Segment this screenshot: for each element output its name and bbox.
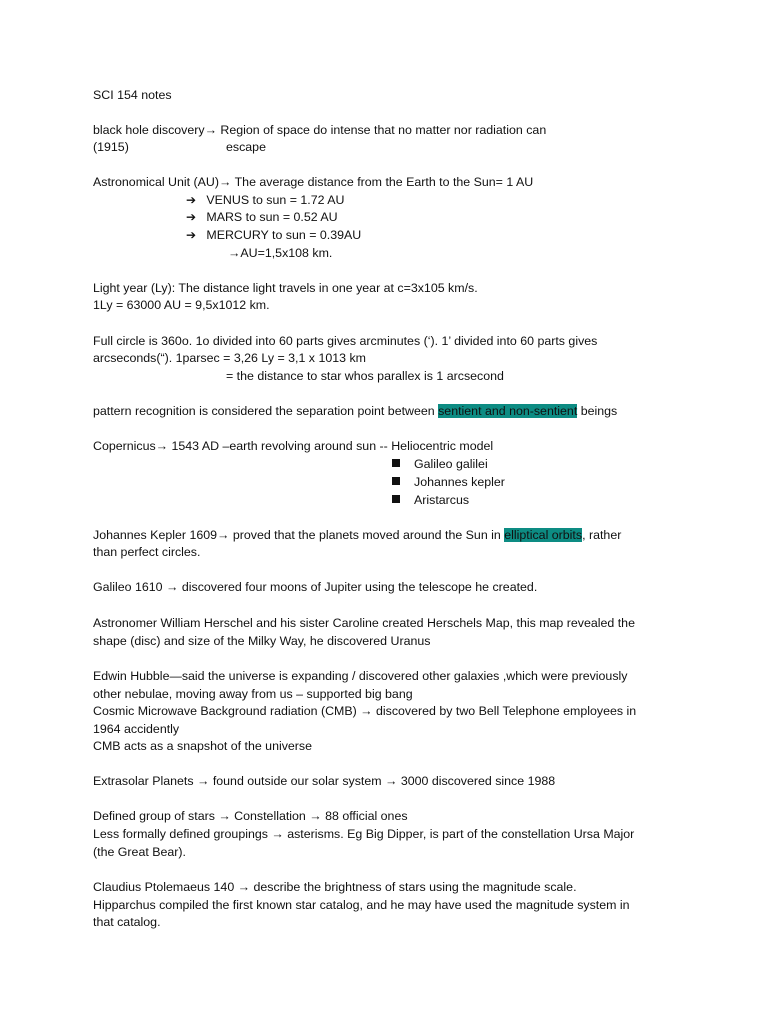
hubble-line-2: other nebulae, moving away from us – supported big bang [93, 687, 413, 701]
arrow-icon: ➔ [186, 210, 197, 224]
circle-line-3: = the distance to star whos parallex is 1 arcsecond [226, 369, 504, 383]
cmb-line-3: CMB acts as a snapshot of the universe [93, 739, 313, 753]
arrow-icon: ➔ [186, 228, 197, 242]
square-bullet-icon [392, 495, 400, 503]
kepler-line-2: than perfect circles. [93, 545, 201, 559]
square-bullet-icon [392, 477, 400, 485]
galileo-line: Galileo 1610 → discovered four moons of Jupiter using the telescope he created. [93, 580, 538, 594]
page-title: SCI 154 notes [93, 88, 172, 102]
bullet-item: Aristarcus [392, 492, 469, 509]
lightyear-definition: Light year (Ly): The distance light travels in one year at c=3x105 km/s. [93, 281, 478, 295]
circle-line-2: arcseconds(“). 1parsec = 3,26 Ly = 3,1 x 1013 km [93, 351, 366, 365]
highlight: elliptical orbits [504, 528, 583, 542]
blackhole-line: black hole discovery→ Region of space do intense that no matter nor radiation can [93, 123, 547, 137]
kepler-line: Johannes Kepler 1609→ proved that the planets moved around the Sun in elliptical orbits, rather [93, 528, 622, 542]
constellation-line-2: Less formally defined groupings → asterisms. Eg Big Dipper, is part of the constellation Ursa Major [93, 827, 635, 841]
herschel-line-2: shape (disc) and size of the Milky Way, he discovered Uranus [93, 634, 431, 648]
au-item-mars: ➔ MARS to sun = 0.52 AU [186, 210, 338, 224]
herschel-line-1: Astronomer William Herschel and his sister Caroline created Herschels Map, this map revealed the [93, 616, 635, 630]
cmb-line-1: Cosmic Microwave Background radiation (CMB) → discovered by two Bell Telephone employees in [93, 704, 637, 718]
square-bullet-icon [392, 459, 400, 467]
ptolemaeus-line-2: Hipparchus compiled the first known star catalog, and he may have used the magnitude system in [93, 898, 630, 912]
copernicus-line: Copernicus→ 1543 AD –earth revolving around sun -- Heliocentric model [93, 439, 494, 453]
au-definition: Astronomical Unit (AU)→ The average distance from the Earth to the Sun= 1 AU [93, 175, 534, 189]
extrasolar-line: Extrasolar Planets → found outside our solar system → 3000 discovered since 1988 [93, 774, 556, 788]
au-km: →AU=1,5x108 km. [228, 246, 333, 260]
blackhole-continuation: escape [226, 140, 266, 154]
bullet-item: Johannes kepler [392, 474, 505, 491]
arrow-icon: ➔ [186, 193, 197, 207]
circle-line-1: Full circle is 360o. 1o divided into 60 parts gives arcminutes (‘). 1’ divided into 60 parts gives [93, 334, 598, 348]
blackhole-year: (1915) [93, 140, 129, 154]
constellation-line-1: Defined group of stars → Constellation → 88 official ones [93, 809, 408, 823]
hubble-line-1: Edwin Hubble—said the universe is expanding / discovered other galaxies ,which were previously [93, 669, 628, 683]
lightyear-value: 1Ly = 63000 AU = 9,5x1012 km. [93, 298, 270, 312]
au-item-mercury: ➔ MERCURY to sun = 0.39AU [186, 228, 362, 242]
ptolemaeus-line-1: Claudius Ptolemaeus 140 → describe the brightness of stars using the magnitude scale. [93, 880, 577, 894]
cmb-line-2: 1964 accidently [93, 722, 180, 736]
bullet-item: Galileo galilei [392, 456, 488, 473]
constellation-line-3: (the Great Bear). [93, 845, 186, 859]
pattern-line: pattern recognition is considered the separation point between sentient and non-sentient beings [93, 404, 618, 418]
highlight: sentient and non-sentient [438, 404, 578, 418]
au-item-venus: ➔ VENUS to sun = 1.72 AU [186, 193, 345, 207]
ptolemaeus-line-3: that catalog. [93, 915, 161, 929]
